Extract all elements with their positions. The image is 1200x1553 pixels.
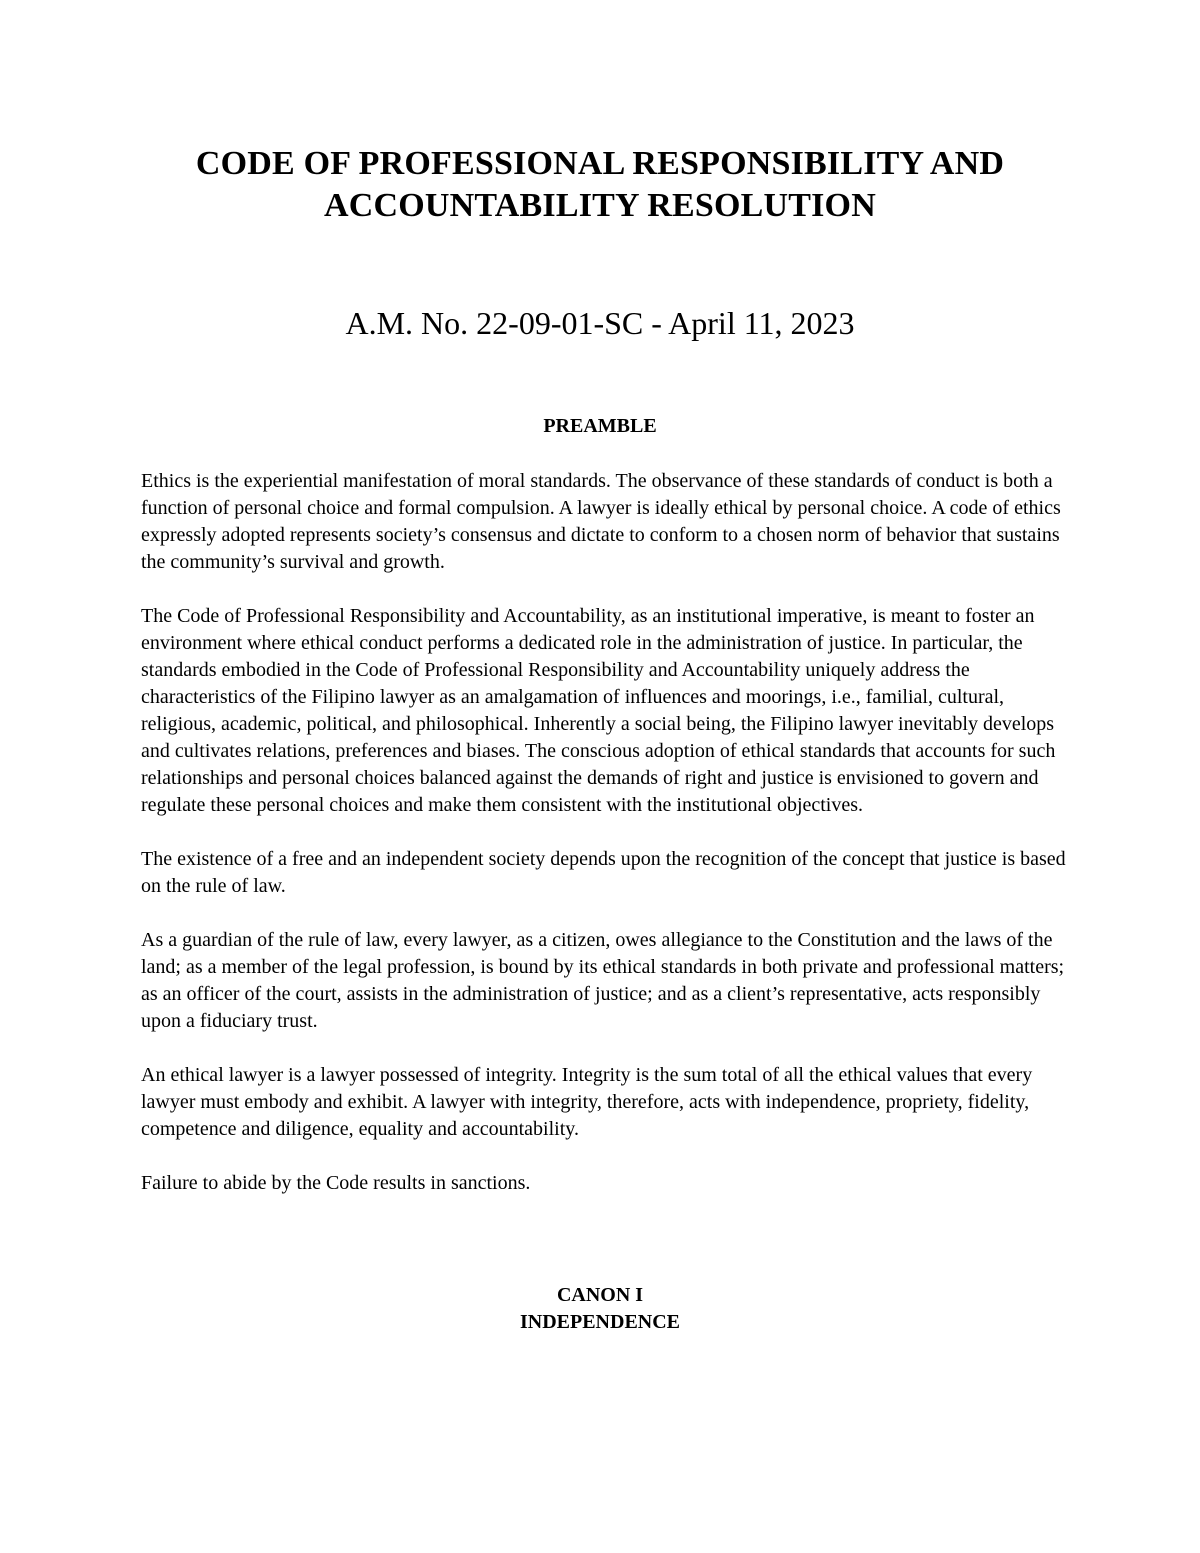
paragraph: Failure to abide by the Code results in sanctions. xyxy=(141,1172,531,1194)
paragraph: The Code of Professional Responsibility and Accountability, as an institutional imperative, is meant to foster an environment where ethical conduct performs a dedicated role in the administration of justice. In particular, the standards embodied in the Code of Professional Responsibility and Accountability uniquely address the characteristics of the Filipino lawyer as an amalgamation of influences and moorings, i.e., familial, cultural, religious, academic, political, and philosophical. Inherently a social being, the Filipino lawyer inevitably develops and cultivates relations, preferences and biases. The conscious adoption of ethical standards that accounts for such relationships and personal choices balanced against the demands of right and justice is envisioned to govern and regulate these personal choices and make them consistent with the institutional objectives. xyxy=(141,605,1056,816)
paragraph: The existence of a free and an independent society depends upon the recognition of the concept that justice is based on the rule of law. xyxy=(141,848,1066,897)
preamble-heading: PREAMBLE xyxy=(543,415,657,437)
document-title: CODE OF PROFESSIONAL RESPONSIBILITY AND ACCOUNTABILITY RESOLUTION xyxy=(195,145,1005,224)
paragraph: Ethics is the experiential manifestation of moral standards. The observance of these standards of conduct is both a function of personal choice and formal compulsion. A lawyer is ideally ethical by personal choice. A code of ethics expressly adopted represents society’s consensus and dictate to conform to a chosen norm of behavior that sustains the community’s survival and growth. xyxy=(141,470,1061,573)
canon-number: CANON I xyxy=(556,1284,644,1306)
preamble-body xyxy=(141,468,1066,1224)
paragraph: An ethical lawyer is a lawyer possessed of integrity. Integrity is the sum total of all the ethical values that every lawyer must embody and exhibit. A lawyer with integrity, therefore, acts with independence, propriety, fidelity, competence and diligence, equality and accountability. xyxy=(141,1064,1033,1140)
document-number: A.M. No. 22-09-01-SC - April 11, 2023 xyxy=(345,305,855,341)
canon-title: INDEPENDENCE xyxy=(519,1311,681,1333)
paragraph: As a guardian of the rule of law, every lawyer, as a citizen, owes allegiance to the Constitution and the laws of the land; as a member of the legal profession, is bound by its ethical standards in both private and professional matters; as an officer of the court, assists in the administration of justice; and as a client’s representative, acts responsibly upon a fiduciary trust. xyxy=(141,929,1065,1032)
